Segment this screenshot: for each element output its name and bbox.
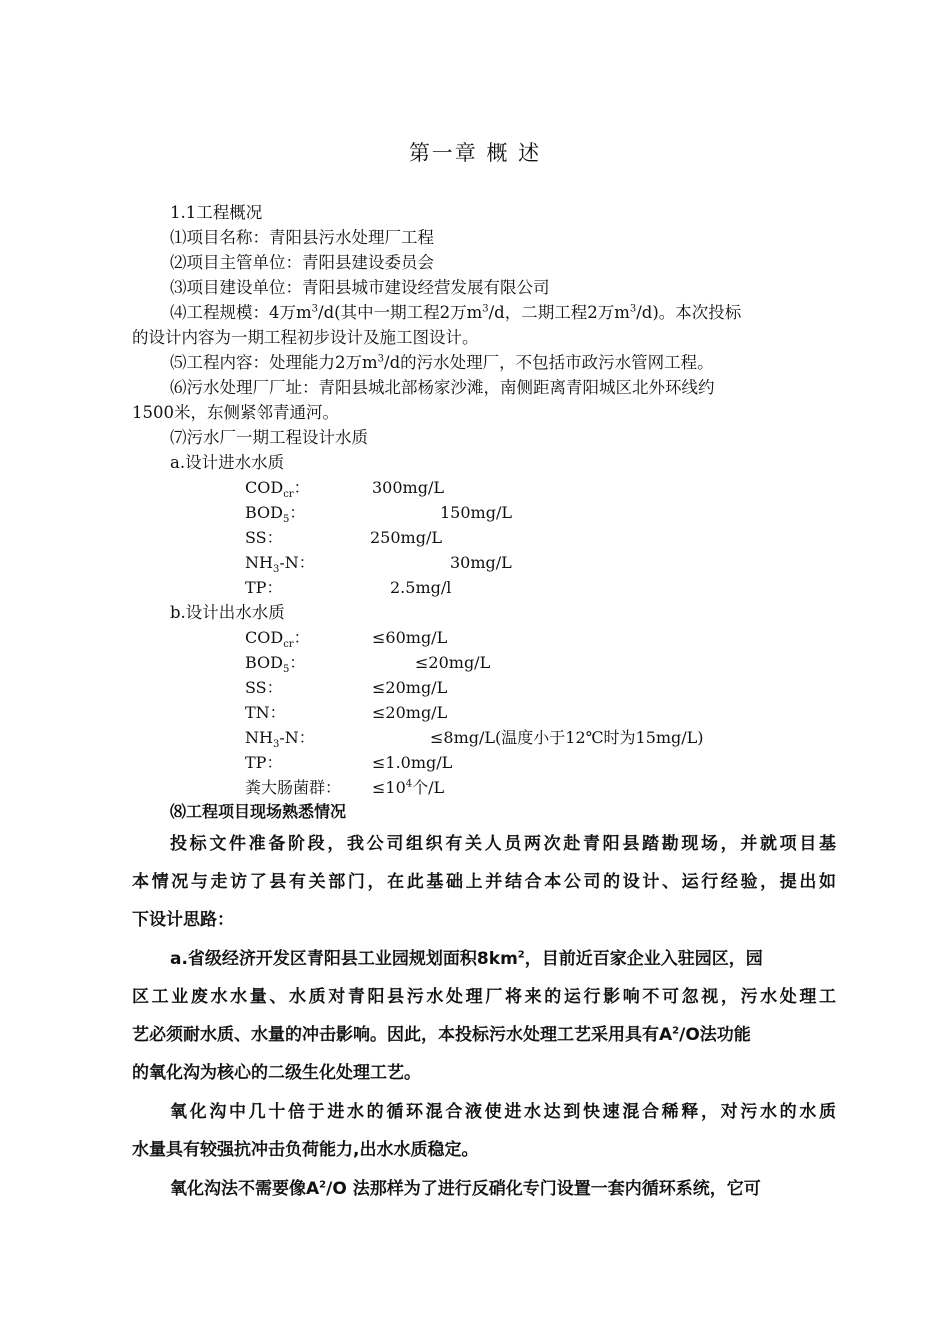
item-water-quality: ⑺污水厂一期工程设计水质 xyxy=(170,428,368,447)
chapter-title: 第一章 概 述 xyxy=(408,141,542,165)
inflow-cod-value: 300mg/L xyxy=(372,478,444,497)
inflow-tp-value: 2.5mg/l xyxy=(390,578,452,597)
outflow-bod-value: ≤20mg/L xyxy=(415,653,491,672)
section-heading: 1.1工程概况 xyxy=(170,203,263,222)
item-content: ⑸工程内容：处理能力2万$m^3/d$的污水处理厂，不包括市政污水管网工程。 xyxy=(170,353,714,372)
site-p2-line4: 的氧化沟为核心的二级生化处理工艺。 xyxy=(132,1063,421,1083)
outflow-tp-label: TP： xyxy=(245,753,283,772)
outflow-nh3-value: ≤8mg/L(温度小于12℃时为15mg/L) xyxy=(430,728,704,747)
site-p3-line1: 氧化沟中几十倍于进水的循环混合液使进水达到快速混合稀释，对污水的水质 xyxy=(170,1102,836,1122)
inflow-cod-label: $COD_{cr}$： xyxy=(245,478,310,501)
site-heading: ⑻工程项目现场熟悉情况 xyxy=(170,802,347,821)
inflow-heading: a.设计进水水质 xyxy=(170,453,285,472)
site-p2-line3: 艺必须耐水质、水量的冲击影响。因此，本投标污水处理工艺采用具有$A^2/O$法功能 xyxy=(132,1025,751,1045)
inflow-ss-value: 250mg/L xyxy=(370,528,442,547)
inflow-nh3-value: 30mg/L xyxy=(450,553,512,572)
outflow-cod-label: $COD_{cr}$： xyxy=(245,628,310,651)
item-site-cont: 1500米，东侧紧邻青通河。 xyxy=(132,403,339,422)
site-p2-line1: a.省级经济开发区青阳县工业园规划面积$8km^2$，目前近百家企业入驻园区，园 xyxy=(170,949,763,969)
site-p1-line2: 本情况与走访了县有关部门，在此基础上并结合本公司的设计、运行经验，提出如 xyxy=(132,872,836,892)
inflow-tp-label: TP： xyxy=(245,578,283,597)
item-construction-unit: ⑶项目建设单位：青阳县城市建设经营发展有限公司 xyxy=(170,278,550,297)
site-p3-line2: 水量具有较强抗冲击负荷能力,出水水质稳定。 xyxy=(132,1140,479,1160)
outflow-nh3-label: $NH_3-N$： xyxy=(245,728,315,751)
inflow-bod-label: $BOD_5$： xyxy=(245,503,306,526)
site-p2-line2: 区工业废水水量、水质对青阳县污水处理厂将来的运行影响不可忽视，污水处理工 xyxy=(132,987,836,1007)
inflow-bod-value: 150mg/L xyxy=(440,503,512,522)
outflow-tn-value: ≤20mg/L xyxy=(372,703,448,722)
item-site: ⑹污水处理厂厂址：青阳县城北部杨家沙滩，南侧距离青阳城区北外环线约 xyxy=(170,378,715,397)
item-supervising-unit: ⑵项目主管单位：青阳县建设委员会 xyxy=(170,253,434,272)
outflow-cod-value: ≤60mg/L xyxy=(372,628,448,647)
site-p4-line1: 氧化沟法不需要像$A^2/O$ 法那样为了进行反硝化专门设置一套内循环系统，它可 xyxy=(170,1179,761,1199)
item-scale: ⑷工程规模：4万$m^3/d$(其中一期工程2万$m^3/d$，二期工程2万$m^3/d$)。本次投标 xyxy=(170,303,742,322)
outflow-ss-label: SS： xyxy=(245,678,283,697)
outflow-coliform-label: 粪大肠菌群： xyxy=(245,778,342,797)
outflow-coliform-value: $\le 10^4$个/L xyxy=(372,778,445,797)
site-p1-line1: 投标文件准备阶段，我公司组织有关人员两次赴青阳县踏勘现场，并就项目基 xyxy=(170,834,836,854)
item-scale-cont: 的设计内容为一期工程初步设计及施工图设计。 xyxy=(132,328,479,347)
inflow-ss-label: SS： xyxy=(245,528,283,547)
outflow-heading: b.设计出水水质 xyxy=(170,603,285,622)
site-p1-line3: 下设计思路： xyxy=(132,910,234,930)
outflow-ss-value: ≤20mg/L xyxy=(372,678,448,697)
outflow-tn-label: TN： xyxy=(245,703,286,722)
outflow-tp-value: ≤1.0mg/L xyxy=(372,753,453,772)
outflow-bod-label: $BOD_5$： xyxy=(245,653,306,676)
item-project-name: ⑴项目名称：青阳县污水处理厂工程 xyxy=(170,228,434,247)
inflow-nh3-label: $NH_3-N$： xyxy=(245,553,315,576)
